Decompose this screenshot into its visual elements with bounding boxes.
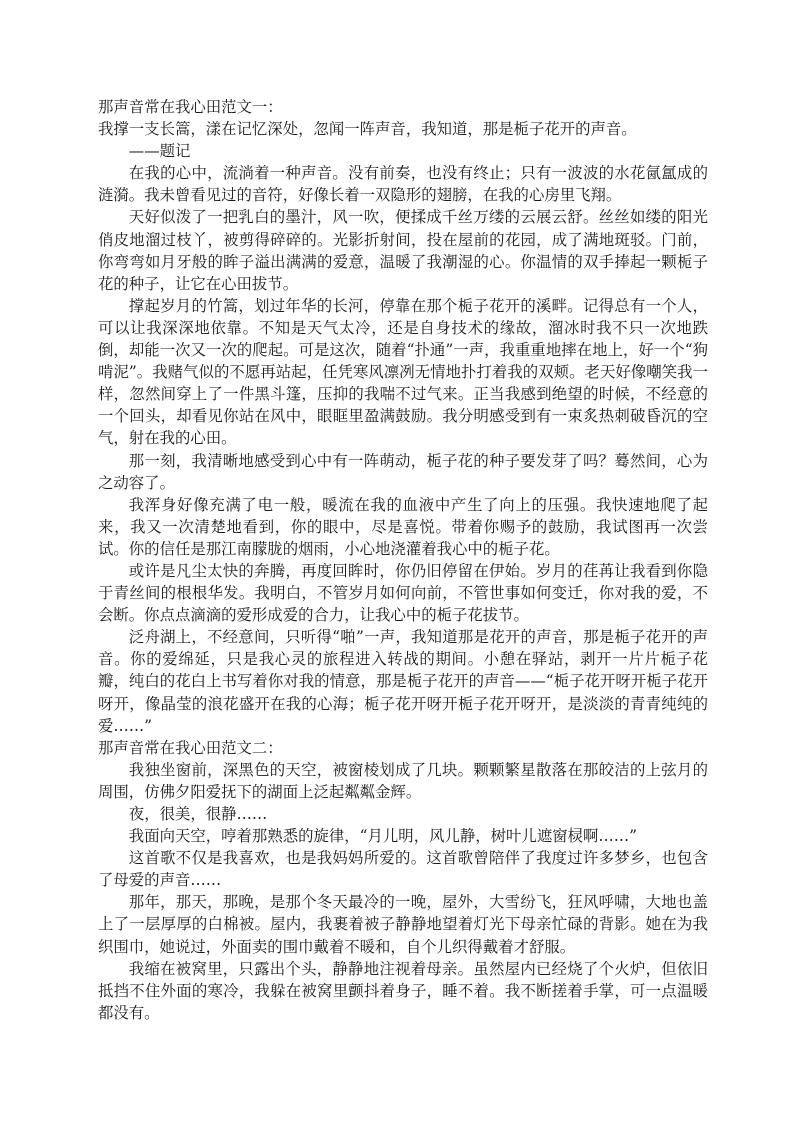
- essay-1-paragraph: 那一刻，我清晰地感受到心中有一阵萌动，栀子花的种子要发芽了吗？蓦然间，心为之动容了。: [98, 451, 708, 492]
- essay-2-paragraph: 夜，很美，很静……: [128, 805, 268, 823]
- essay-2-paragraph: 我缩在被窝里，只露出个头，静静地注视着母亲。虽然屋内已经烧了个火炉，但依旧抵挡不住外面的寒冷，我躲在被窝里颤抖着身子，睡不着。我不断搓着手掌，可一点温暖都没有。: [98, 959, 708, 1022]
- essay-2-paragraph: 那年，那天，那晚，是那个冬天最冷的一晚，屋外，大雪纷飞，狂风呼啸，大地也盖上了一层厚厚的白棉被。屋内，我裹着被子静静地望着灯光下母亲忙碌的背影。她在为我织围巾，她说过，外面卖的围巾戴着不暖和，自个儿织得戴着才舒服。: [98, 893, 708, 956]
- essay-1-paragraph: 我浑身好像充满了电一般，暖流在我的血液中产生了向上的压强。我快速地爬了起来，我又一次清楚地看到，你的眼中，尽是喜悦。带着你赐予的鼓励，我试图再一次尝试。你的信任是那江南朦胧的烟雨，小心地浇灌着我心中的栀子花。: [98, 495, 708, 558]
- essay-2-paragraph: 我独坐窗前，深黑色的天空，被窗棱划成了几块。颗颗繁星散落在那皎洁的上弦月的周围，仿佛夕阳爱抚下的湖面上泛起粼粼金辉。: [98, 760, 708, 801]
- essay-1-paragraph: 在我的心中，流淌着一种声音。没有前奏，也没有终止；只有一波波的水花氤氲成的涟漪。我未曾看见过的音符，好像长着一双隐形的翅膀，在我的心房里飞翔。: [98, 164, 708, 205]
- essay-1-paragraph: 泛舟湖上，不经意间，只听得“啪”一声，我知道那是花开的声音，那是栀子花开的声音。你的爱绵延，只是我心灵的旅程进入转战的期间。小憩在驿站，剥开一片片栀子花瓣，纯白的花白上书写着你对我的情意，那是栀子花开的声音——“栀子花开呀开栀子花开呀开，像晶莹的浪花盛开在我的心海；栀子花开呀开栀子花开呀开，是淡淡的青青纯纯的爱……”: [98, 628, 708, 735]
- essay-1-title: 那声音常在我心田范文一：: [98, 98, 283, 116]
- essay-1-epigraph-sign: ——题记: [128, 142, 191, 161]
- document-body: [98, 96, 708, 1024]
- essay-1-paragraph: 或许是凡尘太快的奔腾，再度回眸时，你仍旧停留在伊始。岁月的荏苒让我看到你隐于青丝间的根根华发。我明白，不管岁月如何向前，不管世事如何变迁，你对我的爱，不会断。你点点滴滴的爱形成爱的合力，让我心中的栀子花拔节。: [98, 561, 708, 625]
- essay-2-title: 那声音常在我心田范文二：: [98, 738, 283, 757]
- essay-1-epigraph: 我撑一支长篙，漾在记忆深处，忽闻一阵声音，我知道，那是栀子花开的声音。: [98, 120, 637, 139]
- essay-2-paragraph: 我面向天空，哼着那熟悉的旋律，“月儿明，风儿静，树叶儿遮窗棂啊……”: [128, 827, 638, 846]
- essay-1-paragraph: 撑起岁月的竹篙，划过年华的长河，停靠在那个栀子花开的溪畔。记得总有一个人，可以让我深深地依靠。不知是天气太冷，还是自身技术的缘故，溜冰时我不只一次地跌倒，却能一次又一次的爬起。可是这次，随着“扑通”一声，我重重地摔在地上，好一个“狗啃泥”。我赌气似的不愿再站起，任凭寒风凛冽无情地扑打着我的双颊。老天好像嘲笑我一样，忽然间穿上了一件黑斗篷，压抑的我喘不过气来。正当我感到绝望的时候，不经意的一个回头，却看见你站在风中，眼眶里盈满鼓励。我分明感受到有一束炙热刺破昏沉的空气，射在我的心田。: [98, 296, 708, 448]
- essay-2-paragraph: 这首歌不仅是我喜欢，也是我妈妈所爱的。这首歌曾陪伴了我度过许多梦乡，也包含了母爱的声音……: [98, 849, 708, 890]
- essay-1-paragraph: 天好似泼了一把乳白的墨汁，风一吹，便揉成千丝万缕的云展云舒。丝丝如缕的阳光俏皮地溜过枝丫，被剪得碎碎的。光影折射间，投在屋前的花园，成了满地斑驳。门前，你弯弯如月牙般的眸子溢出满满的爱意，温暖了我潮湿的心。你温情的双手捧起一颗栀子花的种子，让它在心田拔节。: [98, 208, 708, 293]
